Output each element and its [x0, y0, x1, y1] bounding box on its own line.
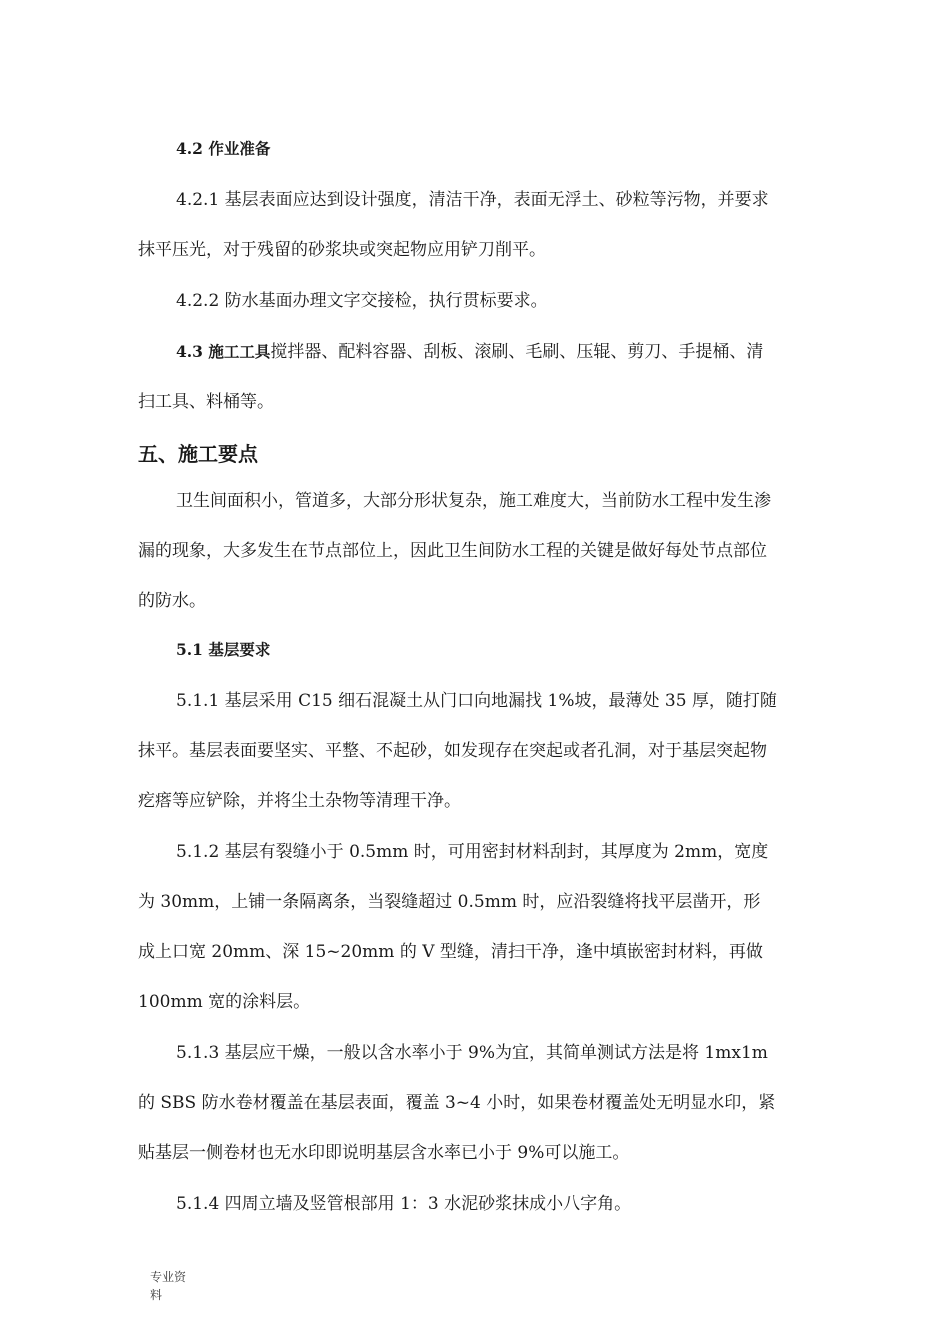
paragraph-5-intro-line: 卫生间面积小，管道多，大部分形状复杂，施工难度大，当前防水工程中发生渗	[176, 491, 771, 511]
paragraph-5-1-2-line: 5.1.2 基层有裂缝小于 0.5mm 时，可用密封材料刮封，其厚度为 2mm，宽度	[176, 842, 769, 862]
paragraph-5-1-3-line: 贴基层一侧卷材也无水印即说明基层含水率已小于 9%可以施工。	[138, 1143, 630, 1163]
paragraph-4-3-text: 搅拌器、配料容器、刮板、滚刷、毛刷、压辊、剪刀、手提桶、清	[270, 342, 764, 362]
paragraph-5-1-2-line: 成上口宽 20mm、深 15~20mm 的 V 型缝，清扫干净，逢中填嵌密封材料，再做	[138, 942, 763, 962]
paragraph-4-2-1-line: 抹平压光，对于残留的砂浆块或突起物应用铲刀削平。	[138, 240, 546, 260]
section-4-3-title: 4.3 施工工具	[176, 342, 271, 361]
paragraph-5-1-1-line: 疙瘩等应铲除，并将尘土杂物等清理干净。	[138, 791, 461, 811]
section-5-1-title: 5.1 基层要求	[176, 640, 271, 659]
paragraph-5-1-2-line: 100mm 宽的涂料层。	[138, 992, 311, 1012]
footer-line: 专业资	[150, 1270, 187, 1284]
paragraph-4-2-1-line: 4.2.1 基层表面应达到设计强度，清洁干净，表面无浮土、砂粒等污物，并要求	[176, 190, 769, 210]
page-footer	[150, 1268, 210, 1304]
paragraph-4-3-line	[176, 340, 763, 364]
paragraph-4-3-line: 扫工具、料桶等。	[138, 392, 274, 412]
paragraph-5-1-1-line: 5.1.1 基层采用 C15 细石混凝土从门口向地漏找 1%坡，最薄处 35 厚，随打随	[176, 691, 777, 711]
paragraph-4-2-2: 4.2.2 防水基面办理文字交接检，执行贯标要求。	[176, 291, 548, 311]
paragraph-5-1-4: 5.1.4 四周立墙及竖管根部用 1：3 水泥砂浆抹成小八字角。	[176, 1194, 632, 1214]
paragraph-5-1-2-line: 为 30mm，上铺一条隔离条，当裂缝超过 0.5mm 时，应沿裂缝将找平层凿开，形	[138, 892, 761, 912]
paragraph-5-intro-line: 漏的现象，大多发生在节点部位上，因此卫生间防水工程的关键是做好每处节点部位	[138, 541, 767, 561]
paragraph-5-1-3-line: 的 SBS 防水卷材覆盖在基层表面，覆盖 3~4 小时，如果卷材覆盖处无明显水印，紧	[138, 1093, 776, 1113]
paragraph-5-1-3-line: 5.1.3 基层应干燥，一般以含水率小于 9%为宜，其简单测试方法是将 1mx1m	[176, 1043, 768, 1063]
paragraph-5-intro-line: 的防水。	[138, 591, 206, 611]
chapter-5-title: 五、施工要点	[138, 442, 258, 466]
footer-line: 料	[150, 1288, 163, 1302]
section-4-2-title: 4.2 作业准备	[176, 139, 271, 158]
paragraph-5-1-1-line: 抹平。基层表面要坚实、平整、不起砂，如发现存在突起或者孔洞，对于基层突起物	[138, 741, 767, 761]
